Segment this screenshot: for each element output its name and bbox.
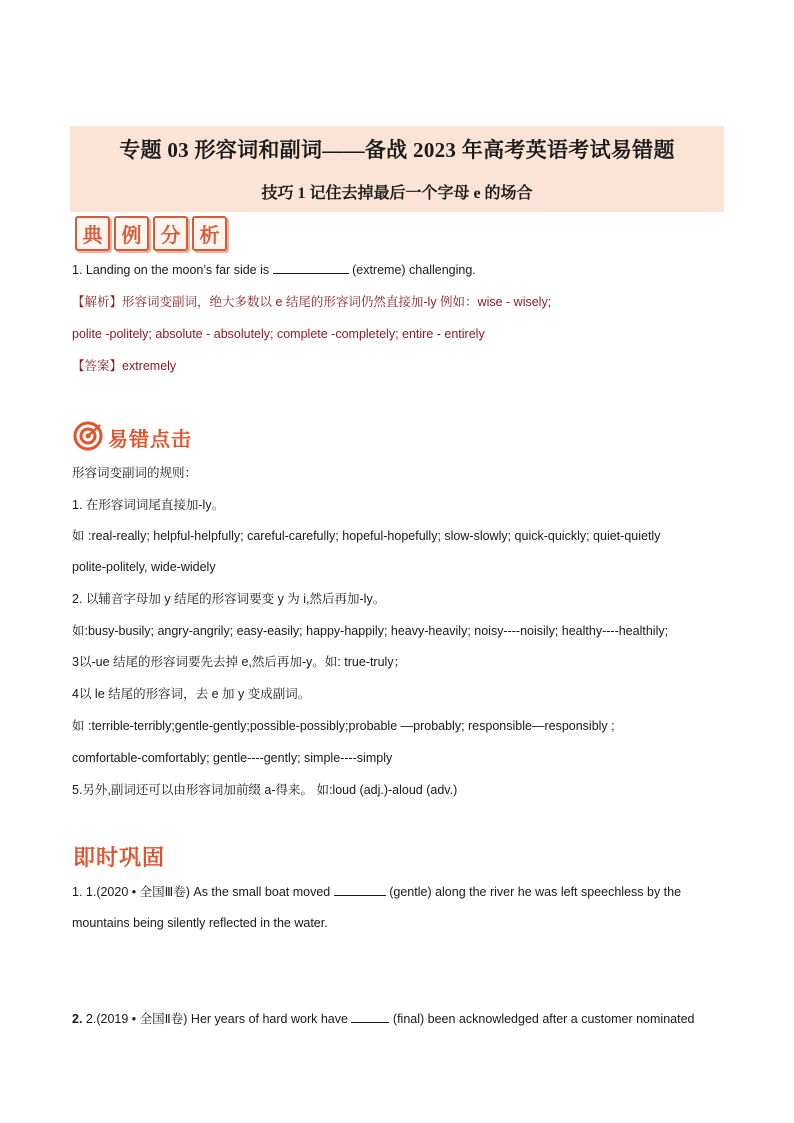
answer-blank	[273, 262, 349, 274]
rule-line-10: comfortable-comfortably; gentle----gently; simple----simply	[72, 751, 393, 765]
q2-prefix: 2.(2019 • 全国Ⅱ卷) Her years of hard work have	[85, 1012, 348, 1026]
rule-line-6: 如:busy-busily; angry-angrily; easy-easily; happy-happily; heavy-heavily; noisy----noisily; healthy----healthily;	[72, 624, 669, 638]
badge-xi: 析	[192, 216, 227, 251]
badge-fen: 分	[153, 216, 188, 251]
question-prefix: 1. Landing on the moon’s far side is	[72, 263, 270, 277]
q2-suffix: (final) been acknowledged after a customer nominated	[392, 1012, 695, 1026]
q2-number: 2.	[72, 1012, 83, 1026]
badge-dian: 典	[75, 216, 110, 251]
practice-question-1	[72, 884, 681, 900]
rule-line-7: 3以-ue 结尾的形容词要先去掉 e,然后再加-y。如: true-truly；	[72, 655, 407, 669]
rule-line-5: 2. 以辅音字母加 y 结尾的形容词要变 y 为 i,然后再加-ly。	[72, 592, 386, 606]
rule-line-8: 4以 le 结尾的形容词，去 e 加 y 变成副词。	[72, 687, 311, 701]
q1-blank	[334, 884, 386, 896]
rule-line-3: 如 :real-really; helpful-helpfully; careful-carefully; hopeful-hopefully; slow-slowly; quick-quickly; quiet-quietly	[72, 529, 661, 543]
practice-question-2	[72, 1011, 694, 1027]
rule-line-11: 5.另外,副词还可以由形容词加前缀 a-得来。 如:loud (adj.)-aloud (adv.)	[72, 783, 458, 797]
analysis-line-1: 【解析】形容词变副词，绝大多数以 e 结尾的形容词仍然直接加-ly 例如：wise - wisely;	[72, 295, 552, 309]
example-question	[72, 262, 476, 278]
answer-line: 【答案】extremely	[72, 359, 177, 373]
target-icon	[73, 421, 103, 451]
practice-section-heading: 即时巩固	[73, 846, 166, 871]
q1-suffix: (gentle) along the river he was left speechless by the	[389, 885, 682, 899]
question-suffix: (extreme) challenging.	[352, 263, 476, 277]
q1-prefix: 1. 1.(2020 • 全国Ⅲ卷) As the small boat moved	[72, 885, 331, 899]
q1-line-2: mountains being silently reflected in the water.	[72, 916, 328, 930]
rule-line-4: polite-politely, wide-widely	[72, 560, 216, 574]
mistake-section-heading: 易错点击	[108, 427, 192, 451]
example-analysis-badges	[75, 216, 227, 251]
page-subtitle: 技巧 1 记住去掉最后一个字母 e 的场合	[261, 185, 533, 202]
q2-blank	[351, 1011, 389, 1023]
rule-line-9: 如 :terrible-terribly;gentle-gently;possible-possibly;probable —probably; responsible—responsibly ;	[72, 719, 615, 733]
badge-li: 例	[114, 216, 149, 251]
analysis-line-2: polite -politely; absolute - absolutely; complete -completely; entire - entirely	[72, 327, 485, 341]
rule-line-1: 形容词变副词的规则：	[72, 466, 198, 480]
page-title: 专题 03 形容词和副词——备战 2023 年高考英语考试易错题	[119, 138, 675, 162]
rule-line-2: 1. 在形容词词尾直接加-ly。	[72, 498, 225, 512]
